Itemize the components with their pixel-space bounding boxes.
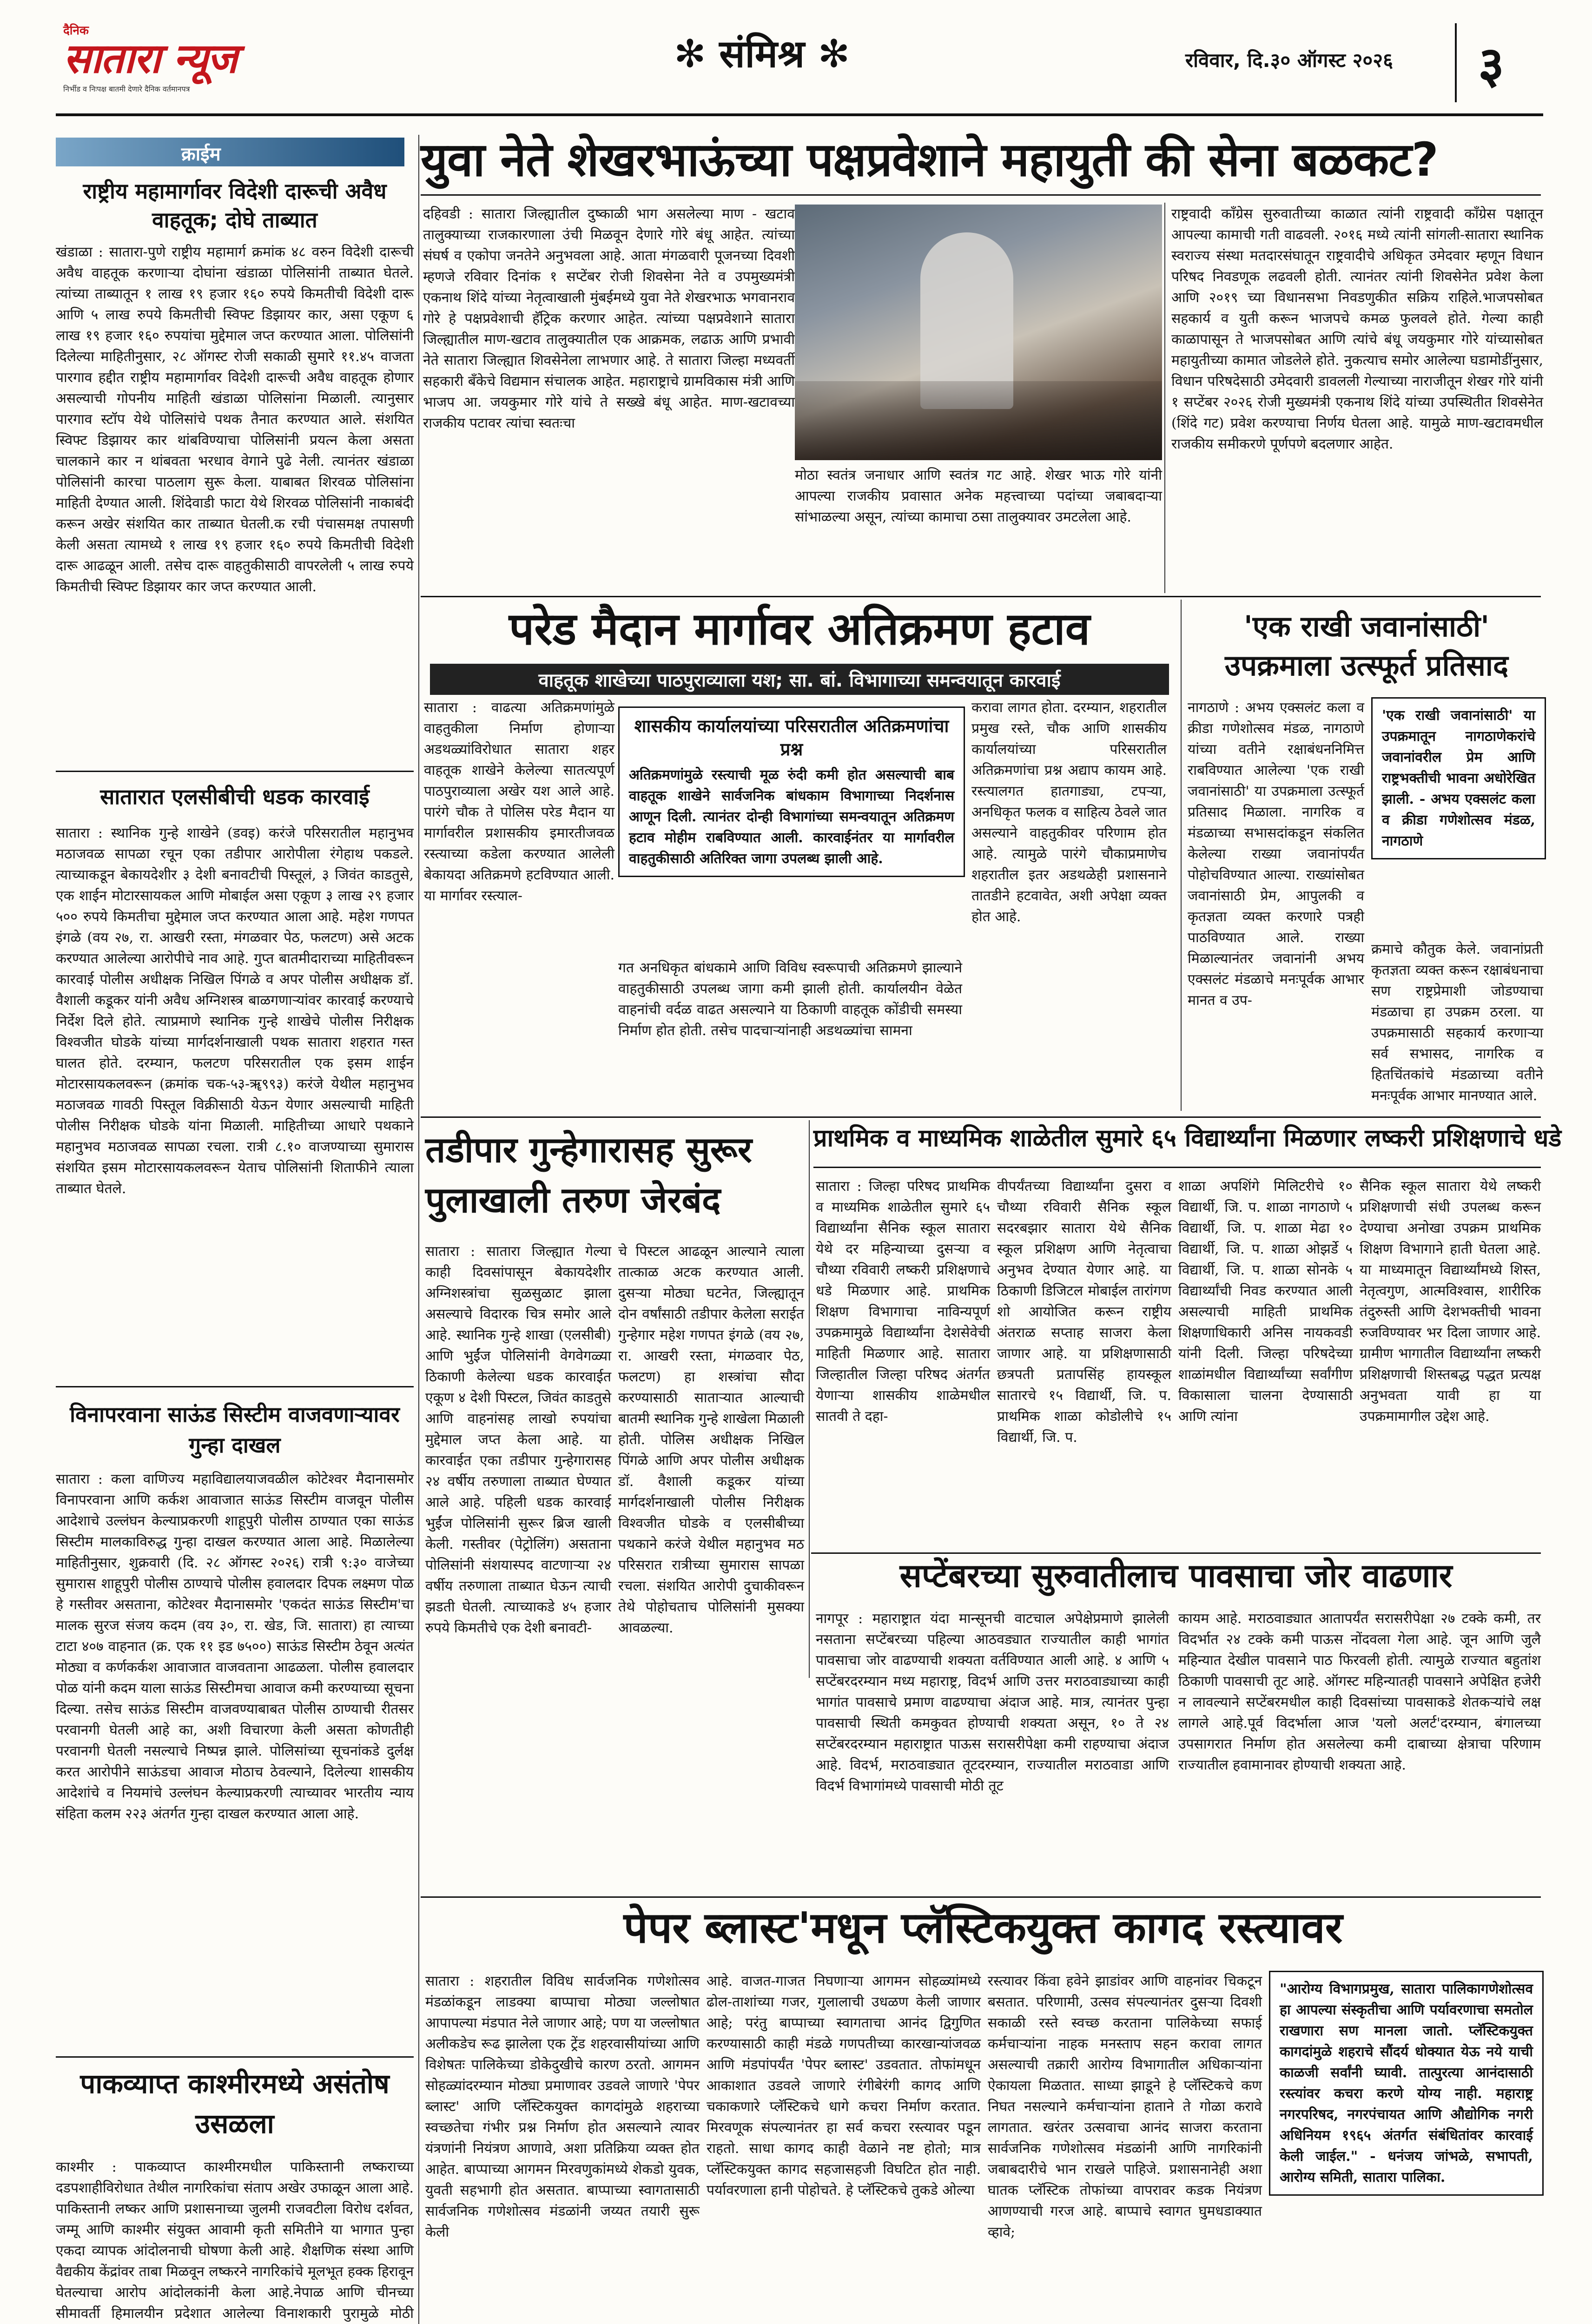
logo-small: दैनिक — [63, 24, 89, 38]
parade-callout-box — [618, 706, 965, 877]
rakhi-callout-text: 'एक राखी जवानांसाठी' या उपक्रमातून नागठाणेकरांचे जवानांवरील प्रेम आणि राष्ट्रभक्तीची भावना अधोरेखित झाली. - अभय एक्सलंट कला व क्रीडा गणेशोत्सव मंडळ, नागठाणे — [1382, 707, 1535, 849]
lead-headline: युवा नेते शेखरभाऊंच्या पक्षप्रवेशाने महायुती की सेना बळकट? — [421, 132, 1438, 187]
lead-col1: दहिवडी : सातारा जिल्ह्यातील दुष्काळी भाग असलेल्या माण - खटाव तालुक्याच्या राजकारणाला उंची मिळवून देणारे गोरे बंधू आहेत. त्यांच्या संघर्ष व एकोपा जनतेने अनुभवला आहे. आता मंगळवारी पूजनच्या दिवशी म्हणजे रविवार दिनांक १ सप्टेंबर रोजी शिवसेना नेते व उपमुख्यमंत्री एकनाथ शिंदे यांच्या नेतृत्वाखाली मुंबईमध्ये युवा नेते शेखरभाऊ भगवानराव गोरे हे पक्षप्रवेशाची हॅट्रिक करणार आहेत. त्यांच्या पक्षप्रवेशाने सातारा जिल्ह्यातील माण-खटाव तालुक्यातील एक आक्रमक, लढाऊ आणि प्रभावी नेते सातारा जिल्ह्यात शिवसेनेला लाभणार आहे. ते सातारा जिल्हा मध्यवर्ती सहकारी बँकेचे विद्यमान संचालक आहेत. महाराष्ट्राचे ग्रामविकास मंत्री आणि भाजप आ. जयकुमार गोरे यांचे ते सख्खे बंधू आहेत. माण-खटावच्या राजकीय पटावर त्यांचा स्वतःचा — [423, 206, 795, 431]
crime-label — [56, 138, 404, 166]
crime-story1-title: राष्ट्रीय महामार्गावर विदेशी दारूची अवैध वाहतूक; दोघे ताब्यात — [83, 178, 387, 232]
rain-col1: नागपूर : महाराष्ट्रात यंदा मान्सूनची वाटचाल अपेक्षेप्रमाणे झालेली नसताना सप्टेंबरच्या पहिल्या आठवड्यात राज्यातील काही भागांत पावसाचा जोर वाढण्याची शक्यता वर्तविण्यात आली आहे. ४ आणि ५ सप्टेंबरदरम्यान मध्य महाराष्ट्र, विदर्भ आणि उत्तर मराठवाड्याच्या काही भागांत पावसाचे प्रमाण वाढण्याचा अंदाज आहे. मात्र, त्यानंतर पुन्हा पावसाची स्थिती कमकुवत होण्याची शक्यता असून, १० ते २४ सप्टेंबरदरम्यान महाराष्ट्रात पाऊस सरासरीपेक्षा कमी राहण्याचा अंदाज आहे. विदर्भ, मराठवाड्यात तूटदरम्यान, राज्यातील मराठवाडा आणि विदर्भ विभागांमध्ये पावसाची मोठी तूट — [816, 1611, 1169, 1794]
parade-callout-body: अतिक्रमणांमुळे रस्त्याची मूळ रुंदी कमी होत असल्याची बाब वाहतूक शाखेने सार्वजनिक बांधकाम विभागाच्या निदर्शनास आणून दिली. त्यानंतर दोन्ही विभागांच्या समन्वयातून अतिक्रमण हटाव मोहीम राबविण्यात आली. कारवाईनंतर या मार्गावरील वाहतुकीसाठी अतिरिक्त जागा उपलब्ध झाली आहे. — [629, 767, 954, 867]
tadipar-headline: तडीपार गुन्हेगारासह सुरूर पुलाखाली तरुण जेरबंद — [425, 1129, 752, 1221]
story-divider — [56, 771, 414, 772]
parade-subtitle: वाहतूक शाखेच्या पाठपुराव्याला यश; सा. बां. विभागाच्या समन्वयातून कारवाई — [430, 664, 1169, 695]
schools-headline: प्राथमिक व माध्यमिक शाळेतील सुमारे ६५ विद्यार्थ्यांना मिळणार लष्करी प्रशिक्षणाचे धडे — [813, 1124, 1562, 1152]
column-divider — [418, 135, 419, 2324]
lead-col2: राष्ट्रवादी काँग्रेस सुरुवातीच्या काळात त्यांनी राष्ट्रवादी काँग्रेस पक्षातून आपल्या कामाची गती वाढवली. २०१६ मध्ये त्यांनी सांगली-सातारा स्थानिक स्वराज्य संस्था मतदारसंघातून राष्ट्रवादीचे अधिकृत उमेदवार म्हणून विधान परिषद निवडणूक लढवली होती. त्यानंतर त्यांनी शिवसेनेत प्रवेश केला आणि २०१९ च्या विधानसभा निवडणुकीत सक्रिय राहिले.भाजपसोबत सहकार्य व युती करून भाजपचे कमळ फुलवले होते. गेल्या काही काळापासून ते भाजपसोबत आणि त्यांचे बंधू जयकुमार गोरे यांच्यासोबत महायुतीच्या कामात जोडलेले होते. नुकत्याच समोर आलेल्या घडामोडींनुसार, विधान परिषदेसाठी उमेदवारी डावलली गेल्याच्या नाराजीतून शेखर गोरे यांनी १ सप्टेंबर २०२६ रोजी मुख्यमंत्री एकनाथ शिंदे यांच्या उपस्थितीत शिवसेनेत (शिंदे गट) प्रवेश करण्याचा निर्णय घेतला आहे. यामुळे माण-खटावमधील राजकीय समीकरणे पूर्णपणे बदलणार आहेत. — [1171, 206, 1543, 452]
tadipar-col2: चे पिस्टल आढळून आल्याने त्याला तात्काळ अटक करण्यात आली. दुसऱ्या मोठ्या घटनेत, जिल्ह्यातून दोन वर्षांसाठी तडीपार केलेला सराईत गुन्हेगार महेश गणपत इंगळे (वय २७, रा. आखरी रस्ता, मंगळवार पेठ, फलटण) हा शस्त्रांचा सौदा करण्यासाठी साताऱ्यात आल्याची बातमी स्थानिक गुन्हे शाखेला मिळाली होती. पोलिस अधीक्षक निखिल पिंगळे आणि अपर पोलीस अधीक्षक डॉ. वैशाली कडूकर यांच्या मार्गदर्शनाखाली पोलीस निरीक्षक विश्वजीत घोडके व एलसीबीच्या पथकाने करंजे येथील महानुभव मठ परिसरात रात्रीच्या सुमारास सापळा रचला. संशयित आरोपी दुचाकीवरून तेथे पोहोचताच पोलिसांनी मुसक्या आवळल्या. — [618, 1243, 804, 1636]
schools-col3: शाळा अपशिंगे मिलिटरीचे १० विद्यार्थी, जि. प. शाळा नागठाणे ५ विद्यार्थी, जि. प. शाळा मेढा १० विद्यार्थी, जि. प. शाळा ओझर्डे ५ विद्यार्थी, जि. प. शाळा सोनके ५ विद्यार्थ्यांची निवड करण्यात आली असल्याची माहिती प्राथमिक शिक्षणाधिकारी अनिस नायकवडी यांनी दिली. जिल्हा परिषदेच्या शाळांमधील विद्यार्थ्यांच्या सर्वांगीण विकासाला चालना देण्यासाठी आणि त्यांना — [1178, 1178, 1353, 1425]
lead-photo-caption: मोठा स्वतंत्र जनाधार आणि स्वतंत्र गट आहे. शेखर भाऊ गोरे यांनी आपल्या राजकीय प्रवासात अनेक महत्त्वाच्या पदांच्या जबाबदाऱ्या सांभाळल्या असून, त्यांच्या कामाचा ठसा तालुक्यावर उमटलेला आहे. — [795, 467, 1162, 525]
rain-headline: सप्टेंबरच्या सुरुवातीलाच पावसाचा जोर वाढणार — [899, 1557, 1453, 1595]
crime-label-text: क्राईम — [181, 144, 221, 165]
schools-col4: सैनिक स्कूल सातारा येथे लष्करी प्रशिक्षणाची संधी उपलब्ध करून देण्याचा अनोखा उपक्रम प्राथमिक शिक्षण विभागाने हाती घेतला आहे. या माध्यमातून विद्यार्थ्यांमध्ये शिस्त, नेतृत्वगुण, आत्मविश्वास, शारीरिक तंदुरुस्ती आणि देशभक्तीची भावना रुजविण्यावर भर दिला जाणार आहे. ग्रामीण भागातील विद्यार्थ्यांना लष्करी प्रशिक्षणाची शिस्तबद्ध पद्धत प्रत्यक्ष अनुभवता यावी हा या उपक्रमामागील उद्देश आहे. — [1360, 1178, 1541, 1425]
masthead-rule — [56, 113, 1543, 116]
rain-col2: कायम आहे. मराठवाड्यात आतापर्यंत सरासरीपेक्षा २७ टक्के कमी, तर विदर्भात २४ टक्के कमी पाऊस नोंदवला गेला आहे. जून आणि जुलै महिन्यात देखील पावसाने पाठ फिरवली होती. त्यामुळे राज्यात बहुतांश ठिकाणी पावसाची तूट आहे. ऑगस्ट महिन्यातही पावसाने अपेक्षित हजेरी न लावल्याने सप्टेंबरमधील काही दिवसांच्या पावसाकडे शेतकऱ्यांचे लक्ष लागले आहे.पूर्व विदर्भाला आज 'यलो अलर्ट'दरम्यान, बंगालच्या उपसागरात निर्माण होत असलेल्या कमी दाबाच्या क्षेत्राचा परिणाम राज्यातील हवामानावर होण्याची शक्यता आहे. — [1178, 1611, 1541, 1773]
rakhi-callout-box — [1371, 697, 1546, 859]
schools-rule — [813, 1167, 1541, 1168]
logo: सातारा न्यूज — [63, 34, 237, 82]
crime-story1-body: खंडाळा : सातारा-पुणे राष्ट्रीय महामार्ग क्रमांक ४८ वरुन विदेशी दारूची अवैध वाहतूक करणाऱ्या दोघांना खंडाळा पोलिसांनी ताब्यात घेतले. त्यांच्या ताब्यातून १ लाख १९ हजार १६० रुपये किमतीची विदेशी दारू आणि ५ लाख रुपये किमतीची स्विफ्ट डिझायर कार, असा एकूण ६ लाख १९ हजार १६० रुपयांचा मुद्देमाल जप्त करण्यात आला. पोलिसांनी दिलेल्या माहितीनुसार, २८ ऑगस्ट रोजी सकाळी सुमारे ११.४५ वाजता पारगाव हद्दीत राष्ट्रीय महामार्गावर विदेशी दारूची अवैध वाहतूक होणार असल्याची गोपनीय माहिती खंडाळा पोलिसांना मिळाली. त्यानुसार पारगाव स्टॉप येथे पोलिसांचे पथक तैनात करण्यात आले. संशयित स्विफ्ट डिझायर कार थांबविण्याचा पोलिसांनी प्रयत्न केला असता चालकाने कार न थांबवता भरधाव वेगाने पुढे नेली. त्यानंतर खंडाळा पोलिसांनी कारचा पाठलाग सुरू केला. याबाबत शिरवळ पोलिसांना माहिती देण्यात आली. शिंदेवाडी फाटा येथे शिरवळ पोलिसांनी नाकाबंदी करून अखेर संशयित कार ताब्यात घेतली.क रची पंचासमक्ष तपासणी केली असता त्यामध्ये १ लाख १९ हजार १६० रुपये किमतीची विदेशी दारू आढळून आली. तसेच दारू वाहतुकीसाठी वापरलेली ५ लाख रुपये किमतीची स्विफ्ट डिझायर कार जप्त करण्यात आली. — [56, 244, 414, 595]
column-divider — [1164, 203, 1165, 593]
masthead-divider-vertical — [1455, 23, 1457, 102]
story-divider — [56, 1386, 414, 1387]
lead-rule — [421, 194, 1541, 196]
schools-col1: सातारा : जिल्हा परिषद प्राथमिक व माध्यमिक शाळेतील सुमारे ६५ विद्यार्थ्यांना सैनिक स्कूल सातारा येथे दर महिन्याच्या दुसऱ्या व चौथ्या रविवारी लष्करी प्रशिक्षणाचे धडे मिळणार आहे. प्राथमिक शिक्षण विभागाचा नाविन्यपूर्ण उपक्रमामुळे विद्यार्थ्यांना देशसेवेची माहिती मिळणार आहे. सातारा जिल्हातील जिल्हा परिषद अंतर्गत येणाऱ्या शासकीय शाळेमधील सातवी ते दहा- — [816, 1178, 990, 1425]
rakhi-col2: क्रमाचे कौतुक केले. जवानांप्रती कृतज्ञता व्यक्त करून रक्षाबंधनाचा सण राष्ट्रप्रेमाशी जोडण्याचा मंडळाचा हा उपक्रम ठरला. या उपक्रमासाठी सहकार्य करणाऱ्या सर्व सभासद, नागरिक व हितचिंतकांचे मंडळाच्या वतीने मनःपूर्वक आभार मानण्यात आले. — [1371, 941, 1543, 1104]
section-rule — [811, 1552, 1541, 1554]
section-title: ✻ संमिश्र ✻ — [674, 32, 850, 76]
rakhi-col1: नागठाणे : अभय एक्सलंट कला व क्रीडा गणेशोत्सव मंडळ, नागठाणे यांच्या वतीने रक्षाबंधननिमित्त राबविण्यात आलेल्या 'एक राखी जवानांसाठी' या उपक्रमाला उत्स्फूर्त प्रतिसाद मिळाला. नागरिक व मंडळाच्या सभासदांकडून संकलित केलेल्या राख्या जवानांपर्यंत पोहोचविण्यात आल्या. राख्यांसोबत जवानांसाठी प्रेम, आपुलकी व कृतज्ञता व्यक्त करणारे पत्रही पाठविण्यात आले. राख्या मिळाल्यानंतर जवानांनी अभय एक्सलंट मंडळाचे मनःपूर्वक आभार मानत व उप- — [1188, 700, 1364, 1009]
logo-tagline: निर्भीड व निःपक्ष बातमी देणारे दैनिक वर्तमानपत्र — [63, 85, 190, 93]
masthead — [56, 19, 1543, 121]
kashmir-title: पाकव्याप्त काश्मीरमध्ये असंतोष उसळला — [80, 2068, 390, 2139]
lead-photo — [795, 205, 1162, 460]
crime-story3-title: विनापरवाना साऊंड सिस्टीम वाजवणाऱ्यावर गुन्हा दाखल — [70, 1402, 400, 1458]
parade-col3: करावा लागत होता. दरम्यान, शहरातील प्रमुख रस्ते, चौक आणि शासकीय कार्यालयांच्या परिसरातील अतिक्रमणांचा प्रश्न अद्याप कायम आहे. रस्त्यालगत हातगाड्या, टपऱ्या, अनधिकृत फलक व साहित्य ठेवले जात असल्याने वाहतुकीवर परिणाम होत आहे. त्यामुळे पारंगे चौकाप्रमाणेच शहरातील इतर अडथळेही प्रशासनाने तातडीने हटवावेत, अशी अपेक्षा व्यक्त होत आहे. — [971, 700, 1167, 925]
paper-quote-box — [1269, 1971, 1544, 2196]
column-divider — [1181, 600, 1182, 1111]
photo-crowd — [795, 381, 1162, 460]
paper-col3: रस्त्यावर किंवा हवेने झाडांवर आणि वाहनांवर चिकटून बसतात. परिणामी, उत्सव संपल्यानंतर दुसऱ्या दिवशी सकाळी रस्ते स्वच्छ करताना पालिकेच्या सफाई कर्मचाऱ्यांना नाहक मनस्ताप सहन करावा लागत असल्याची तक्रारी आरोग्य विभागातील अधिकाऱ्यांना ऐकायला मिळतात. साध्या झाडूने हे प्लॅस्टिकचे कण निघत नसल्याने कर्मचाऱ्यांना हाताने ते गोळा करावे लागतात. खरंतर उत्सवाचा आनंद साजरा करताना सार्वजनिक गणेशोत्सव मंडळांनी आणि नागरिकांनी जबाबदारीचे भान राखले पाहिजे. प्रशासनानेही अशा घातक प्लॅस्टिक तोफांच्या वापरावर कडक नियंत्रण आणण्याची गरज आहे. बाप्पाचे स्वागत घुमधडाक्यात व्हावे; — [988, 1973, 1262, 2240]
paper-headline: पेपर ब्लास्ट'मधून प्लॅस्टिकयुक्त कागद रस्त्यावर — [623, 1903, 1343, 1953]
section-rule — [421, 1116, 1541, 1118]
paper-col1: सातारा : शहरातील विविध सार्वजनिक गणेशोत्सव मंडळांकडून लाडक्या बाप्पाचा मोठ्या जल्लोषात आपापल्या मंडपात नेले जाणार आहे; पण या जल्लोषात अलीकडेच रूढ झालेला एक ट्रेंड शहरवासीयांच्या आणि विशेषतः पालिकेच्या डोकेदुखीचे कारण ठरतो. आगमन सोहळ्यांदरम्यान मोठ्या प्रमाणावर उडवले जाणारे 'पेपर ब्लास्ट' आणि प्लॅस्टिकयुक्त कागदांमुळे शहराच्या स्वच्छतेचा गंभीर प्रश्न निर्माण होत असल्याने त्यावर यंत्रणांनी नियंत्रण आणावे, अशा प्रतिक्रिया व्यक्त होत आहेत. बाप्पाच्या आगमन मिरवणुकांमध्ये शेकडो युवक, युवती सहभागी होत असतात. बाप्पाच्या स्वागतासाठी सार्वजनिक गणेशोत्सव मंडळांनी जय्यत तयारी सुरू केली — [425, 1973, 700, 2240]
paper-col2: आहे. वाजत-गाजत निघणाऱ्या आगमन सोहळ्यांमध्ये ढोल-ताशांच्या गजर, गुलालाची उधळण केली जाणार आहे; परंतु बाप्पाच्या स्वागताचा आनंद द्विगुणित करण्यासाठी काही मंडळे गणपतीच्या कारखान्यांजवळ आणि मंडपांपर्यंत 'पेपर ब्लास्ट' उडवतात. तोफांमधून आकाशात उडवले जाणारे रंगीबेरंगी कागद आणि चकाकणारे प्लॅस्टिकचे धागे कचरा निर्माण करतात. मिरवणूक संपल्यानंतर हा सर्व कचरा रस्त्यावर पडून राहतो. साधा कागद काही वेळाने नष्ट होतो; मात्र प्लॅस्टिकयुक्त कागद सहजासहजी विघटित होत नाही. पर्यावरणाला हानी पोहोचते. हे प्लॅस्टिकचे तुकडे ओल्या — [707, 1973, 981, 2199]
column-divider — [809, 1120, 810, 1678]
page-number: ३ — [1478, 36, 1505, 94]
parade-callout-title: शासकीय कार्यालयांच्या परिसरातील अतिक्रमणांचा प्रश्न — [634, 716, 949, 759]
crime-story3-body: सातारा : कला वाणिज्य महाविद्यालयाजवळील कोटेश्वर मैदानासमोर विनापरवाना आणि कर्कश आवाजात साऊंड सिस्टीम वाजवून पोलीस आदेशाचे उल्लंघन केल्याप्रकरणी शाहूपुरी पोलीस ठाण्यात एका साऊंड सिस्टीम मालकाविरुद्ध गुन्हा दाखल करण्यात आला आहे. मिळालेल्या माहितीनुसार, शुक्रवारी (दि. २८ ऑगस्ट २०२६) रात्री ९:३० वाजेच्या सुमारास शाहूपुरी पोलीस ठाण्याचे पोलीस हवालदार दिपक लक्ष्मण पोळ हे गस्तीवर असताना, कोटेश्वर मैदानासमोर 'एकदंत साऊंड सिस्टीम'चा मालक सुरज संजय कदम (वय ३०, रा. खेड, जि. सातारा) हा त्याच्या टाटा ४०७ वाहनात (क्र. एक ११ इड ७५००) साऊंड सिस्टीम ठेवून अत्यंत मोठ्या व कर्णकर्कश आवाजात वाजवताना आढळला. पोलीस हवालदार पोळ यांनी कदम याला साऊंड सिस्टीमचा आवाज कमी करण्याच्या सूचना दिल्या. तसेच साऊंड सिस्टीम वाजवण्याबाबत पोलीस ठाण्याची रीतसर परवानगी घेतली आहे का, अशी विचारणा केली असता कोणतीही परवानगी घेतली नसल्याचे निष्पन्न झाले. पोलिसांच्या सूचनांकडे दुर्लक्ष करत आरोपीने साऊंडचा आवाज मोठाच ठेवल्याने, दिलेल्या शासकीय आदेशांचे व नियमांचे उल्लंघन केल्याप्रकरणी त्याच्यावर भारतीय न्याय संहिता कलम २२३ अंतर्गत गुन्हा दाखल करण्यात आला आहे. — [56, 1471, 414, 1822]
kashmir-body: काश्मीर : पाकव्याप्त काश्मीरमधील पाकिस्तानी लष्कराच्या दडपशाहीविरोधात तेथील नागरिकांचा संताप अखेर उफाळून आला आहे. पाकिस्तानी लष्कर आणि प्रशासनाच्या जुलमी राजवटीला विरोध दर्शवत, जम्मू आणि काश्मीर संयुक्त आवामी कृती समितीने या भागात पुन्हा एकदा व्यापक आंदोलनाची घोषणा केली आहे. शैक्षणिक संस्था आणि वैद्यकीय केंद्रांवर ताबा मिळवून लष्करने नागरिकांचे मूलभूत हक्क हिरावून घेतल्याचा आरोप आंदोलकांनी केला आहे.नेपाळ आणि चीनच्या सीमावर्ती हिमालयीन प्रदेशात आलेल्या विनाशकारी पुरामुळे मोठी — [56, 2159, 414, 2322]
crime-story2-body: सातारा : स्थानिक गुन्हे शाखेने (डवइ) करंजे परिसरातील महानुभव मठाजवळ सापळा रचून एका तडीपार आरोपीला रंगेहाथ पकडले. त्याच्याकडून बेकायदेशीर ३ देशी बनावटीची पिस्तूलं, ३ जिवंत काडतुसे, एक शाईन मोटारसायकल आणि मोबाईल असा एकूण ३ लाख २९ हजार ५०० रुपये किमतीचा मुद्देमाल जप्त करण्यात आला आहे. महेश गणपत इंगळे (वय २७, रा. आखरी रस्ता, मंगळवार पेठ, फलटण) असे अटक करण्यात आलेल्या आरोपीचे नाव आहे. गुप्त बातमीदाराच्या माहितीवरून कारवाई पोलीस अधीक्षक निखिल पिंगळे व अपर पोलीस अधीक्षक डॉ. वैशाली कडूकर यांनी अवैध अग्निशस्त्र बाळगणाऱ्यांवर कारवाई करण्याचे निर्देश दिले होते. त्याप्रमाणे स्थानिक गुन्हे शाखेचे पोलीस निरीक्षक विश्वजीत घोडके यांच्या मार्गदर्शनाखाली पथक सातारा शहरात गस्त घालत होते. दरम्यान, फलटण परिसरातील एक इसम शाईन मोटारसायकलवरून (क्रमांक चक-५३-ॠ९९३) करंजे येथील महानुभव मठाजवळ गावठी पिस्तूल विक्रीसाठी येऊन येणार असल्याची माहिती पोलीस निरीक्षक घोडके यांना मिळाली. माहितीच्या आधारे पथकाने महानुभव मठाजवळ सापळा रचला. रात्री ८.१० वाजण्याच्या सुमारास संशयित इसम मोटारसायकलवरून येताच पोलिसांनी शिताफीने त्याला ताब्यात घेतले. — [56, 825, 414, 1197]
paper-quote-text: "आरोग्य विभागप्रमुख, सातारा पालिकागणेशोत्सव हा आपल्या संस्कृतीचा आणि पर्यावरणाचा समतोल राखणारा सण मानला जातो. प्लॅस्टिकयुक्त कागदांमुळे शहराचे सौंदर्य धोक्यात येऊ नये याची काळजी सर्वांनी घ्यावी. तात्पुरत्या आनंदासाठी रस्त्यांवर कचरा करणे योग्य नाही. महाराष्ट्र नगरपरिषद, नगरपंचायत आणि औद्योगिक नगरी अधिनियम १९६५ अंतर्गत संबंधितांवर कारवाई केली जाईल." - धनंजय जांभळे, सभापती, आरोग्य समिती, सातारा पालिका. — [1280, 1981, 1533, 2185]
story-divider — [56, 2056, 414, 2058]
issue-date: रविवार, दि.३० ऑगस्ट २०२६ — [1185, 49, 1393, 72]
crime-story2-title: सातारात एलसीबीची धडक कारवाई — [100, 784, 370, 809]
parade-col1: सातारा : वाढत्या अतिक्रमणांमुळे वाहतुकीला निर्माण होणाऱ्या अडथळ्यांविरोधात सातारा शहर वाहतूक शाखेने केलेल्या सातत्यपूर्ण पाठपुराव्याला अखेर यश आले आहे. पारंगे चौक ते पोलिस परेड मैदान या मार्गावरील प्रशासकीय इमारतीजवळ रस्त्याच्या कडेला करण्यात आलेली बेकायदा अतिक्रमणे हटविण्यात आली. या मार्गावर रस्त्याल- — [424, 700, 614, 904]
parade-headline: परेड मैदान मार्गावर अतिक्रमण हटाव — [509, 603, 1090, 655]
tadipar-col1: सातारा : सातारा जिल्ह्यात गेल्या काही दिवसांपासून बेकायदेशीर अग्निशस्त्रांचा सुळसुळाट झाला असल्याचे विदारक चित्र समोर आले आहे. स्थानिक गुन्हे शाखा (एलसीबी) आणि भुईंज पोलिसांनी वेगवेगळ्या ठिकाणी केलेल्या धडक कारवाईत एकूण ४ देशी पिस्टल, जिवंत काडतुसे आणि वाहनांसह लाखो रुपयांचा मुद्देमाल जप्त केला आहे. या कारवाईत एका तडीपार गुन्हेगारासह २४ वर्षीय तरुणाला ताब्यात घेण्यात आले आहे. पहिली धडक कारवाई भुईंज पोलिसांनी सुरूर ब्रिज खाली केली. गस्तीवर (पेट्रोलिंग) असताना पोलिसांनी संशयास्पद वाटणाऱ्या २४ वर्षीय तरुणाला ताब्यात घेऊन त्याची झडती घेतली. त्याच्याकडे ४५ हजार रुपये किमतीचे एक देशी बनावटी- — [425, 1243, 611, 1636]
rakhi-headline: 'एक राखी जवानांसाठी' उपक्रमाला उत्स्फूर्त प्रतिसाद — [1225, 609, 1508, 682]
section-rule — [421, 1896, 1541, 1898]
section-rule — [421, 596, 1541, 597]
parade-col2: गत अनधिकृत बांधकामे आणि विविध स्वरूपाची अतिक्रमणे झाल्याने वाहतुकीसाठी उपलब्ध जागा कमी झाली होती. कार्यालयीन वेळेत वाहनांची वर्दळ वाढत असल्याने या ठिकाणी वाहतूक कोंडीची समस्या निर्माण होत होती. तसेच पादचाऱ्यांनाही अडथळ्यांचा सामना — [618, 960, 962, 1039]
schools-col2: वीपर्यंतच्या विद्यार्थ्यांना दुसरा व चौथ्या रविवारी सैनिक स्कूल सदरबझार सातारा येथे सैनिक स्कूल प्रशिक्षण आणि नेतृत्वाचा अनुभव देण्यात येणार आहे. या ठिकाणी डिजिटल मोबाईल तारांगण शो आयोजित करून राष्ट्रीय अंतराळ सप्ताह साजरा केला जाणार आहे. या प्रशिक्षणासाठी छत्रपती प्रतापसिंह हायस्कूल सातारचे १५ विद्यार्थी, जि. प. प्राथमिक शाळा कोडोलीचे १५ विद्यार्थी, जि. प. — [997, 1178, 1171, 1446]
